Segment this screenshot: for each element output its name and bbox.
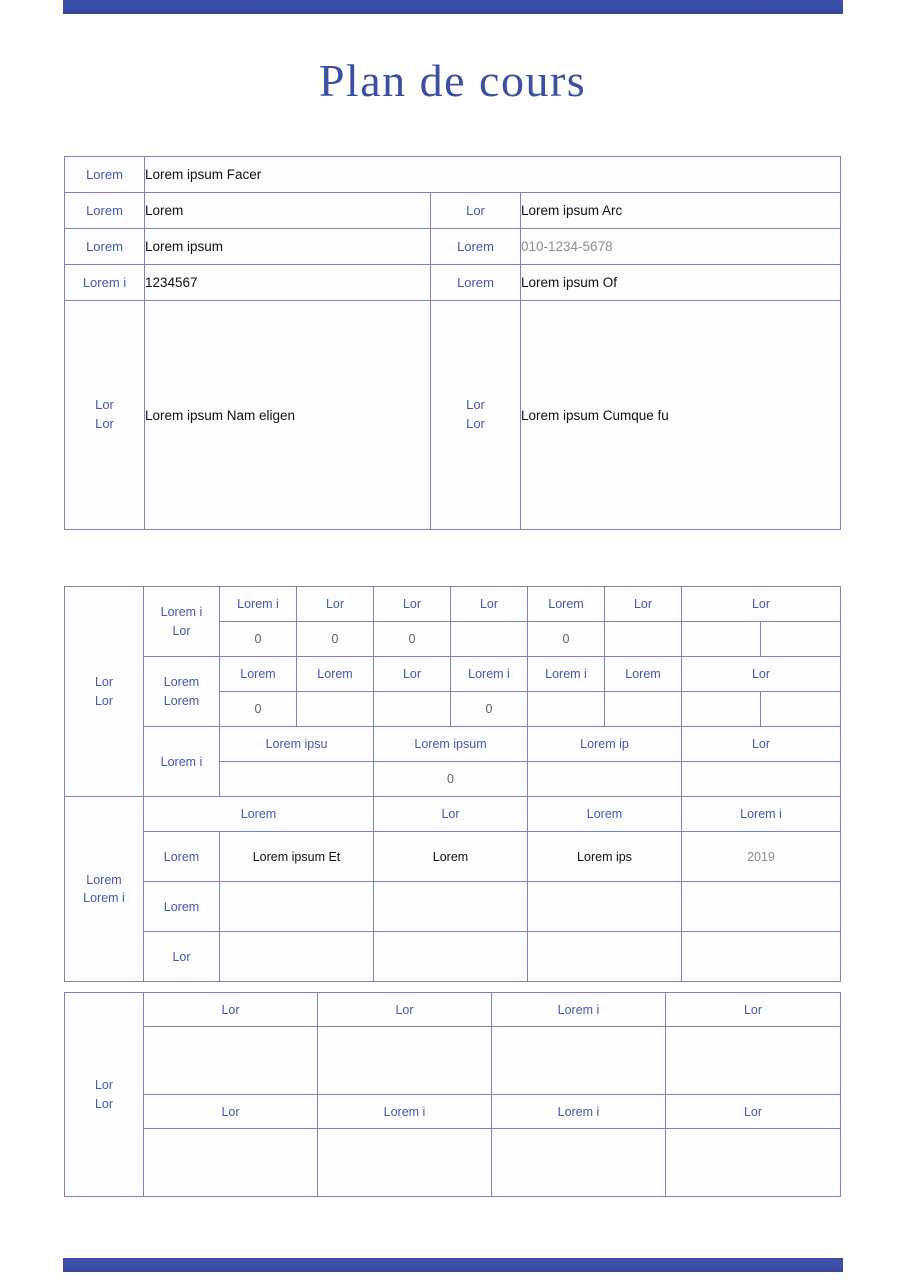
schedule-bottom-header-2: Lorem: [528, 797, 682, 832]
schedule-bottom-cell-0-2[interactable]: Lorem ips: [528, 832, 682, 882]
schedule-side-label-top: [65, 587, 144, 797]
schedule-g2-value-7[interactable]: [761, 692, 841, 727]
identity-value-0[interactable]: Lorem ipsum Facer: [145, 157, 841, 193]
schedule-bottom-header-0: Lorem: [144, 797, 374, 832]
schedule-g2-header-2: Lor: [374, 657, 451, 692]
schedule-bottom-header-row: [65, 797, 841, 832]
schedule-g3-value-2[interactable]: [528, 762, 682, 797]
schedule-group2-label: [144, 657, 220, 727]
notes-header-row: [65, 1095, 841, 1129]
schedule-g1-header-6: Lor: [682, 587, 841, 622]
schedule-group1-label-line1: Lorem i: [160, 605, 203, 620]
notes-b0-cell-2[interactable]: [492, 1027, 666, 1095]
identity-bigrow-label: [65, 301, 145, 530]
table-row: [65, 265, 841, 301]
schedule-bottom-cell-1-2[interactable]: [528, 882, 682, 932]
schedule-g1-header-4: Lorem: [528, 587, 605, 622]
schedule-g2-value-1[interactable]: [297, 692, 374, 727]
schedule-g3-value-0[interactable]: [220, 762, 374, 797]
schedule-g3-value-3[interactable]: [682, 762, 841, 797]
schedule-group1-header-row: [65, 587, 841, 622]
notes-side-label-line2: Lor: [94, 1096, 114, 1111]
identity-label-3: Lorem i: [65, 265, 145, 301]
identity-table: [64, 156, 841, 530]
schedule-side-label-bottom-line1: Lorem: [86, 872, 122, 887]
identity-value-2[interactable]: Lorem ipsum: [145, 229, 431, 265]
table-row: [65, 193, 841, 229]
identity-label2-2: Lorem: [431, 229, 521, 265]
schedule-bottom-cell-0-1[interactable]: Lorem: [374, 832, 528, 882]
schedule-group2-label-line1: Lorem: [163, 675, 200, 690]
notes-b0-cell-3[interactable]: [666, 1027, 841, 1095]
schedule-g2-value-0[interactable]: 0: [220, 692, 297, 727]
schedule-g1-value-5[interactable]: [605, 622, 682, 657]
phone-number-field[interactable]: 010-1234-5678: [521, 229, 841, 265]
identity-value-3[interactable]: 1234567: [145, 265, 431, 301]
notes-b0-header-0: Lor: [144, 993, 318, 1027]
schedule-g2-header-4: Lorem i: [528, 657, 605, 692]
schedule-bottom-label-0: Lorem: [144, 832, 220, 882]
identity-label-0: Lorem: [65, 157, 145, 193]
notes-b0-header-1: Lor: [318, 993, 492, 1027]
schedule-g2-value-6[interactable]: [682, 692, 761, 727]
schedule-bottom-cell-1-3[interactable]: [682, 882, 841, 932]
schedule-bottom-row: [65, 882, 841, 932]
notes-b1-header-1: Lorem i: [318, 1095, 492, 1129]
identity-label2-1: Lor: [431, 193, 521, 229]
year-field[interactable]: 2019: [682, 832, 841, 882]
schedule-group1-label: [144, 587, 220, 657]
notes-side-label: [65, 993, 144, 1197]
schedule-table: [64, 586, 841, 982]
schedule-bottom-cell-2-3[interactable]: [682, 932, 841, 982]
schedule-bottom-cell-2-1[interactable]: [374, 932, 528, 982]
identity-bigrow-label-line1: Lor: [95, 397, 114, 413]
top-decorative-bar: [63, 0, 843, 14]
page-title: Plan de cours: [318, 55, 587, 106]
schedule-g1-value-4[interactable]: 0: [528, 622, 605, 657]
schedule-g2-value-4[interactable]: [528, 692, 605, 727]
notes-side-label-line1: Lor: [94, 1078, 114, 1093]
notes-b1-header-0: Lor: [144, 1095, 318, 1129]
schedule-bottom-cell-2-0[interactable]: [220, 932, 374, 982]
schedule-g1-header-5: Lor: [605, 587, 682, 622]
schedule-group3-header-row: [65, 727, 841, 762]
identity-label-2: Lorem: [65, 229, 145, 265]
table-row: [65, 229, 841, 265]
schedule-bottom-label-1: Lorem: [144, 882, 220, 932]
notes-header-row: [65, 993, 841, 1027]
notes-b0-cell-1[interactable]: [318, 1027, 492, 1095]
schedule-g2-header-3: Lorem i: [451, 657, 528, 692]
schedule-g3-header-0: Lorem ipsu: [220, 727, 374, 762]
schedule-g1-header-0: Lorem i: [220, 587, 297, 622]
schedule-bottom-row: [65, 932, 841, 982]
schedule-side-label-top-line1: Lor: [94, 675, 114, 690]
table-row-large: [65, 301, 841, 530]
schedule-side-label-top-line2: Lor: [94, 693, 114, 708]
identity-bigrow-value[interactable]: Lorem ipsum Nam eligen: [145, 301, 431, 530]
table-row: [65, 157, 841, 193]
schedule-g1-value-7[interactable]: [761, 622, 841, 657]
schedule-bottom-cell-0-0[interactable]: Lorem ipsum Et: [220, 832, 374, 882]
schedule-g2-value-3[interactable]: 0: [451, 692, 528, 727]
schedule-g3-header-3: Lor: [682, 727, 841, 762]
identity-bigrow-label2: [431, 301, 521, 530]
notes-b1-cell-2[interactable]: [492, 1129, 666, 1197]
schedule-side-label-bottom-line2: Lorem i: [83, 891, 125, 905]
schedule-bottom-cell-1-1[interactable]: [374, 882, 528, 932]
schedule-g3-header-2: Lorem ip: [528, 727, 682, 762]
notes-b1-cell-0[interactable]: [144, 1129, 318, 1197]
schedule-g2-header-6: Lor: [682, 657, 841, 692]
notes-b0-header-2: Lorem i: [492, 993, 666, 1027]
identity-label2-3: Lorem: [431, 265, 521, 301]
identity-value2-3[interactable]: Lorem ipsum Of: [521, 265, 841, 301]
schedule-g2-value-5[interactable]: [605, 692, 682, 727]
schedule-g2-header-0: Lorem: [220, 657, 297, 692]
identity-bigrow-value2[interactable]: Lorem ipsum Cumque fu: [521, 301, 841, 530]
notes-b1-header-3: Lor: [666, 1095, 841, 1129]
notes-b1-cell-3[interactable]: [666, 1129, 841, 1197]
identity-bigrow-label-line2: Lor: [95, 416, 114, 431]
schedule-group2-label-line2: Lorem: [163, 693, 200, 708]
identity-label-1: Lorem: [65, 193, 145, 229]
notes-b0-header-3: Lor: [666, 993, 841, 1027]
notes-b1-cell-1[interactable]: [318, 1129, 492, 1197]
schedule-g1-value-3[interactable]: [451, 622, 528, 657]
notes-data-row: [65, 1027, 841, 1095]
schedule-g2-header-5: Lorem: [605, 657, 682, 692]
schedule-bottom-header-3: Lorem i: [682, 797, 841, 832]
identity-value2-1[interactable]: Lorem ipsum Arc: [521, 193, 841, 229]
schedule-g1-value-0[interactable]: 0: [220, 622, 297, 657]
schedule-g1-header-2: Lor: [374, 587, 451, 622]
schedule-g3-header-1: Lorem ipsum: [374, 727, 528, 762]
schedule-bottom-row: [65, 832, 841, 882]
schedule-bottom-header-1: Lor: [374, 797, 528, 832]
schedule-g2-header-1: Lorem: [297, 657, 374, 692]
schedule-g3-value-1[interactable]: 0: [374, 762, 528, 797]
notes-data-row: [65, 1129, 841, 1197]
schedule-g1-header-1: Lor: [297, 587, 374, 622]
identity-value-1[interactable]: Lorem: [145, 193, 431, 229]
notes-b0-cell-0[interactable]: [144, 1027, 318, 1095]
schedule-g1-value-6[interactable]: [682, 622, 761, 657]
notes-table: [64, 992, 841, 1197]
schedule-bottom-cell-1-0[interactable]: [220, 882, 374, 932]
schedule-side-label-bottom: [65, 797, 144, 982]
schedule-bottom-cell-2-2[interactable]: [528, 932, 682, 982]
schedule-bottom-label-2: Lor: [144, 932, 220, 982]
schedule-g2-value-2[interactable]: [374, 692, 451, 727]
identity-bigrow-label2-line2: Lor: [466, 416, 485, 431]
bottom-decorative-bar: [63, 1258, 843, 1272]
schedule-g1-value-1[interactable]: 0: [297, 622, 374, 657]
schedule-group3-label: Lorem i: [144, 727, 220, 797]
schedule-group1-label-line2: Lor: [172, 623, 191, 638]
notes-b1-header-2: Lorem i: [492, 1095, 666, 1129]
schedule-g1-header-3: Lor: [451, 587, 528, 622]
schedule-group2-header-row: [65, 657, 841, 692]
identity-bigrow-label2-line1: Lor: [466, 397, 485, 413]
schedule-g1-value-2[interactable]: 0: [374, 622, 451, 657]
